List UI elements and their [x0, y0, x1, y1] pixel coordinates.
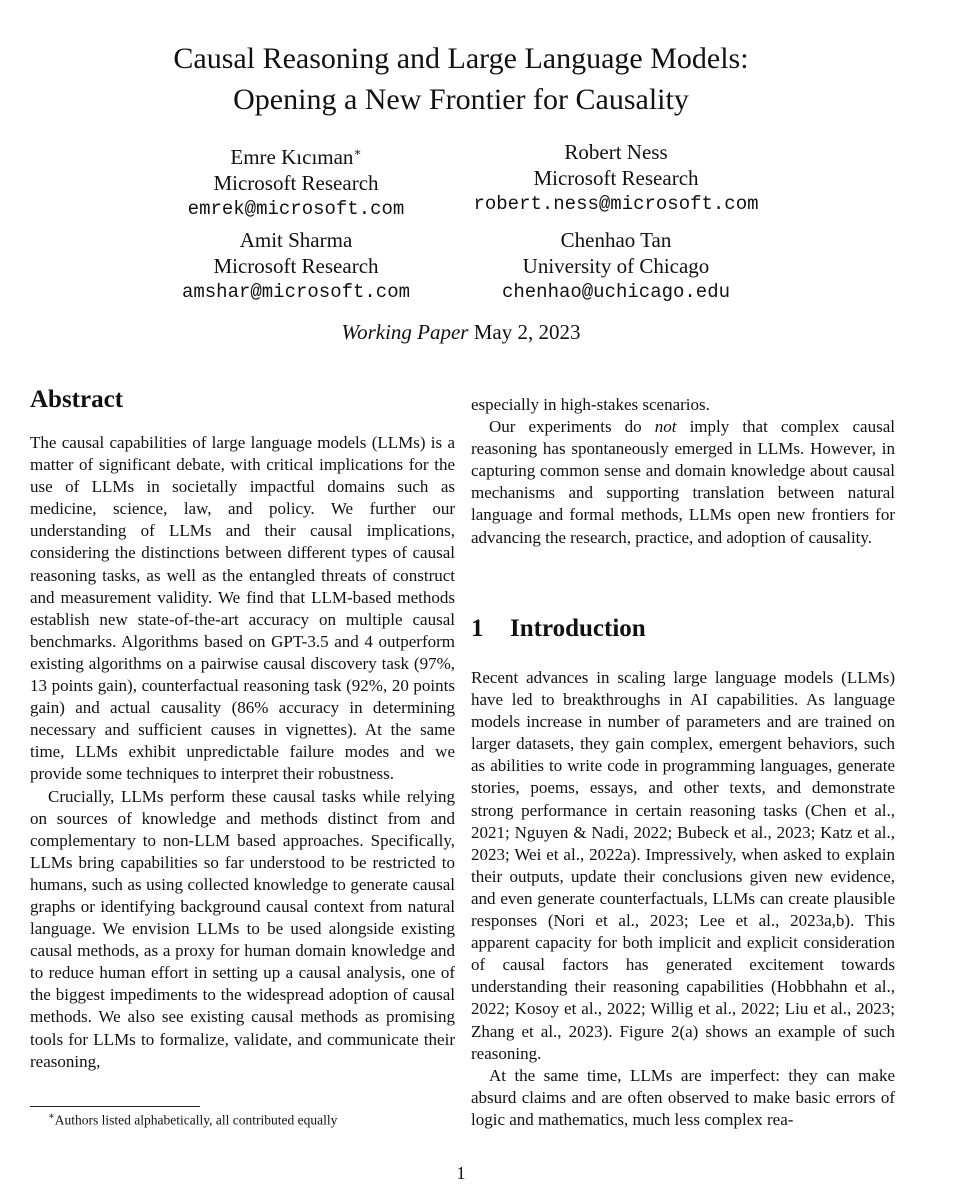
- author-name: Robert Ness: [564, 140, 668, 164]
- author-email: robert.ness@microsoft.com: [473, 193, 759, 215]
- author-name: Amit Sharma: [239, 228, 353, 252]
- paper-title: [0, 38, 922, 120]
- abstract-p3-text-b: imply that complex causal reasoning has spontaneously emerged in LLMs. However, in capturing common sense and domain knowledge about causal mechanisms and supporting translation between natural language and formal methods, LLMs open new frontiers for advancing the research, practice, and adoption of causality.: [471, 417, 895, 547]
- intro-paragraph-1: Recent advances in scaling large language models (LLMs) have led to breakthroughs in AI capabilities. As language models increase in number of parameters and are trained on larger datasets, they gain complex, emergent behaviors, such as abilities to write code in programming languages, generate stories, poems, essays, and other texts, and demonstrate strong performance in certain reasoning tasks (Chen et al., 2021; Nguyen & Nadi, 2022; Bubeck et al., 2023; Katz et al., 2023; Wei et al., 2022a). Impressively, when asked to explain their outputs, update their conclusions given new evidence, and even generate counterfactuals, LLMs can create plausible responses (Nori et al., 2023; Lee et al., 2023a,b). This apparent capacity for both implicit and explicit consideration of causal factors has generated excitement towards understanding their reasoning capabilities (Hobbhahn et al., 2022; Kosoy et al., 2022; Willig et al., 2022; Liu et al., 2023; Zhang et al., 2023). Figure 2(a) shows an example of such reasoning.: [471, 668, 895, 1063]
- footnote: [48, 1111, 337, 1129]
- intro-heading: [471, 615, 646, 643]
- author-affiliation: Microsoft Research: [213, 171, 379, 195]
- abstract-right-column: [471, 394, 895, 549]
- author-footnote-mark: ∗: [353, 145, 362, 159]
- author-name: Chenhao Tan: [560, 228, 672, 252]
- author-name: Emre Kıcıman: [230, 145, 354, 169]
- section-title: Introduction: [510, 615, 646, 642]
- author-email: emrek@microsoft.com: [187, 198, 405, 220]
- abstract-paragraph-3: [471, 416, 895, 549]
- section-number: 1: [471, 615, 484, 642]
- date-label: Working Paper: [341, 320, 469, 344]
- abstract-p3-text-a: Our experiments do: [489, 417, 655, 437]
- abstract-paragraph-2: Crucially, LLMs perform these causal tasks while relying on sources of knowledge and methods distinct from and complementary to non-LLM based approaches. Specifically, LLMs bring capabilities so far understood to be restricted to humans, such as using collected knowledge to generate causal graphs or identifying background causal context from natural language. We envision LLMs to be used alongside existing causal methods, as a proxy for human domain knowledge and to reduce human effort in setting up a causal analysis, one of the biggest impediments to the widespread adoption of causal methods. We also see existing causal methods as promising tools for LLMs to formalize, validate, and communicate their reasoning,: [30, 786, 455, 1071]
- page-number: 1: [456, 1163, 466, 1183]
- footnote-mark: ∗: [48, 1111, 55, 1122]
- footnote-rule: [30, 1106, 200, 1107]
- title-line-2: Opening a New Frontier for Causality: [233, 83, 689, 116]
- author-email: amshar@microsoft.com: [181, 281, 411, 303]
- date-value: May 2, 2023: [473, 320, 581, 344]
- title-line-1: Causal Reasoning and Large Language Models:: [173, 42, 749, 75]
- author-email: chenhao@uchicago.edu: [501, 281, 731, 303]
- author-affiliation: University of Chicago: [522, 254, 710, 278]
- intro-body: [471, 667, 895, 1131]
- abstract-left-column: [30, 432, 455, 1073]
- author-block: [438, 227, 794, 305]
- abstract-p3-emphasis: not: [654, 417, 677, 437]
- paper-date: [0, 320, 922, 345]
- author-block: [438, 139, 794, 217]
- footnote-text: Authors listed alphabetically, all contributed equally: [54, 1112, 338, 1128]
- author-block: [136, 139, 456, 222]
- abstract-paragraph-2-continued: especially in high-stakes scenarios.: [471, 395, 710, 414]
- author-affiliation: Microsoft Research: [533, 166, 699, 190]
- author-affiliation: Microsoft Research: [213, 254, 379, 278]
- intro-paragraph-2: At the same time, LLMs are imperfect: they can make absurd claims and are often observed to make basic errors of logic and mathematics, much less complex rea-: [471, 1065, 895, 1129]
- abstract-heading: Abstract: [30, 386, 124, 413]
- author-block: [136, 227, 456, 305]
- abstract-paragraph-1: The causal capabilities of large language models (LLMs) is a matter of significant debate, with critical implications for the use of LLMs in societally impactful domains such as medicine, science, law, and policy. We further our understanding of LLMs and their causal implications, considering the distinctions between different types of causal reasoning tasks, as well as the entangled threats of construct and measurement validity. We find that LLM-based methods establish new state-of-the-art accuracy on multiple causal benchmarks. Algorithms based on GPT-3.5 and 4 outperform existing algorithms on a pairwise causal discovery task (97%, 13 points gain), counterfactual reasoning task (92%, 20 points gain) and actual causality (86% accuracy in determining necessary and sufficient causes in vignettes). At the same time, LLMs exhibit unpredictable failure modes and we provide some techniques to interpret their robustness.: [30, 433, 455, 784]
